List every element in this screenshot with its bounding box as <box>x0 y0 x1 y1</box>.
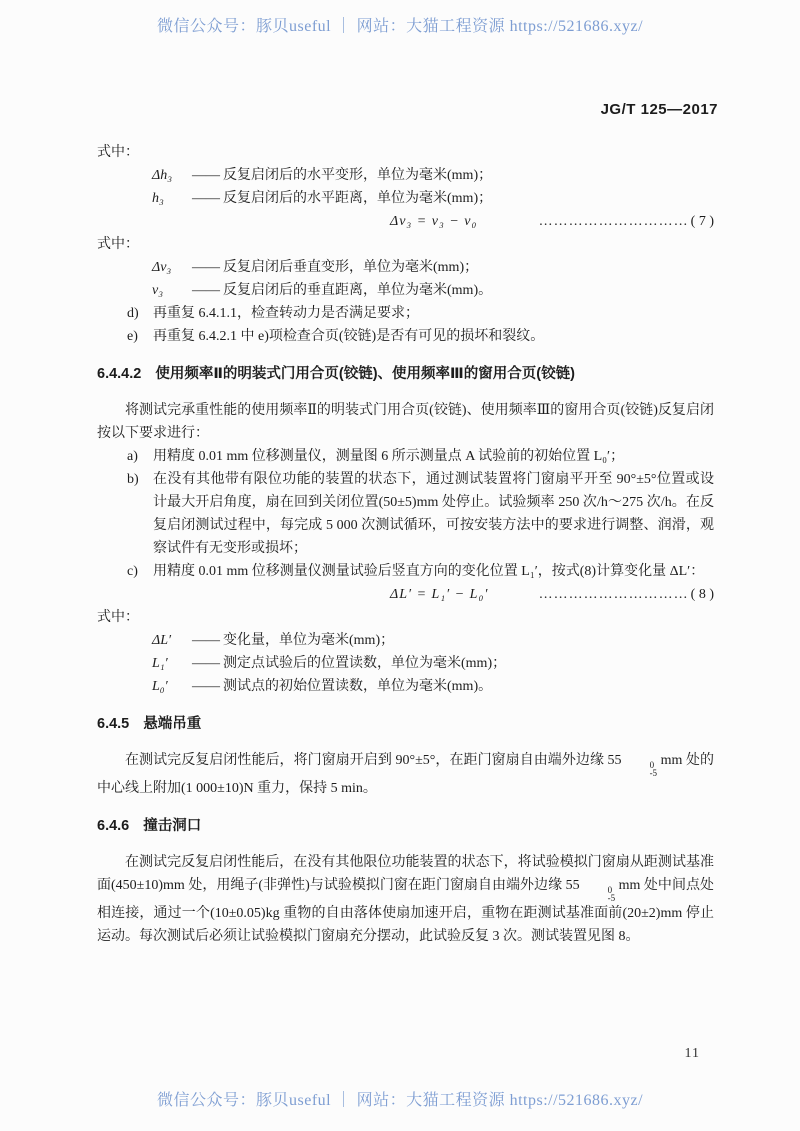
list-item-text: 在没有其他带有限位功能的装置的状态下，通过测试装置将门窗扇平开至 90°±5°位置或设计最大开启角度，扇在回到关闭位置(50±5)mm 处停止。试验频率 250 次/h～275 次/h。在反复启闭测试过程中，每完成 5 000 次测试循环，可按安装方法中的要求进行调整、润滑，观察试件有无变形或损坏； <box>153 472 714 556</box>
section-number: 6.4.5 <box>97 716 130 732</box>
paragraph-text: 在测试完反复启闭性能后，在没有其他限位功能装置的状态下，将试验模拟门窗扇从距测试基准面(450±10)mm 处，用绳子(非弹性)与试验模拟门窗在距门窗扇自由端外边缘 55 <box>97 855 714 893</box>
paragraph-text: mm 处的中心线上附加(1 000±10)N 重力，保持 5 min。 <box>97 753 714 796</box>
where-label: 式中： <box>97 237 139 252</box>
definition-text: 反复启闭后的水平变形，单位为毫米(mm)； <box>223 168 493 183</box>
paragraph-645 <box>97 749 714 800</box>
list-item-c <box>97 560 714 583</box>
formula-expression: Δv₃ = v₃ − v₀ <box>390 214 478 229</box>
formula-symbol: Δh₃ <box>152 168 173 183</box>
paragraph-text: 在测试完反复启闭性能后，将门窗扇开启到 90°±5°，在距门窗扇自由端外边缘 55 <box>125 753 622 768</box>
definition-dash: —— <box>192 283 220 298</box>
formula-symbol: L₁′ <box>152 656 168 671</box>
definition-row <box>152 279 714 302</box>
section-number: 6.4.4.2 <box>97 366 142 382</box>
formula-symbol: L₀′ <box>152 679 168 694</box>
page-number: 11 <box>684 1046 700 1061</box>
formula-expression: ΔL′ = L₁′ − L₀′ <box>390 587 489 602</box>
formula-symbol: v₃ <box>152 283 164 298</box>
list-marker: d) <box>127 306 139 321</box>
definition-row <box>152 164 714 187</box>
tolerance-lower: -5 <box>649 768 658 778</box>
list-marker: c) <box>127 564 138 579</box>
definition-dash: —— <box>192 168 220 183</box>
definition-text: 测定点试验后的位置读数，单位为毫米(mm)； <box>223 656 507 671</box>
section-heading-645 <box>97 713 714 736</box>
paragraph-intro: 将测试完承重性能的使用频率Ⅱ的明装式门用合页(铰链)、使用频率Ⅲ的窗用合页(铰链)反复启闭按以下要求进行： <box>97 403 714 441</box>
definition-text: 反复启闭后垂直变形，单位为毫米(mm)； <box>223 260 479 275</box>
footer-watermark: 微信公众号：豚贝useful ｜ 网站：大猫工程资源 https://521686.xyz/ <box>157 1092 644 1109</box>
section-heading-6442 <box>97 363 714 386</box>
list-item-b <box>97 468 714 560</box>
formula-8 <box>97 583 714 606</box>
definition-row <box>152 256 714 279</box>
definition-dash: —— <box>192 633 220 648</box>
list-marker: a) <box>127 449 138 464</box>
tolerance-stack <box>580 886 616 902</box>
section-heading-646 <box>97 815 714 838</box>
where-label: 式中： <box>97 610 139 625</box>
section-title: 撞击洞口 <box>143 818 202 834</box>
definition-row <box>152 652 714 675</box>
definition-row <box>152 675 714 698</box>
tolerance-upper: 0 <box>649 760 655 770</box>
formula-symbol: h₃ <box>152 191 164 206</box>
doc-code: JG/T 125—2017 <box>600 101 718 118</box>
definition-text: 变化量，单位为毫米(mm)； <box>223 633 395 648</box>
list-item-text: 用精度 0.01 mm 位移测量仪测量试验后竖直方向的变化位置 L₁′，按式(8)计算变化量 ΔL′： <box>153 564 705 579</box>
paragraph-text: mm 处中间点处相连接，通过一个(10±0.05)kg 重物的自由落体使扇加速开启，重物在距测试基准面前(20±2)mm 停止运动。每次测试后必须让试验模拟门窗扇充分摆动，此试验反复 3 次。测试装置见图 8。 <box>97 878 714 944</box>
list-marker: b) <box>127 472 139 487</box>
formula-number: ( 8 ) <box>690 587 714 602</box>
definition-text: 反复启闭后的水平距离，单位为毫米(mm)； <box>223 191 493 206</box>
formula-leader-dots: ………………………… <box>538 587 689 602</box>
section-title: 悬端吊重 <box>143 716 202 732</box>
definition-dash: —— <box>192 656 220 671</box>
definition-row <box>152 187 714 210</box>
definition-dash: —— <box>192 260 220 275</box>
formula-leader-dots: ………………………… <box>538 214 689 229</box>
definition-text: 反复启闭后的垂直距离，单位为毫米(mm)。 <box>223 283 493 298</box>
tolerance-lower: -5 <box>607 893 616 903</box>
list-item-text: 再重复 6.4.2.1 中 e)项检查合页(铰链)是否有可见的损坏和裂纹。 <box>153 329 545 344</box>
section-number: 6.4.6 <box>97 818 130 834</box>
list-item-a <box>97 445 714 468</box>
formula-symbol: ΔL′ <box>152 633 172 648</box>
paragraph-646 <box>97 851 714 948</box>
list-item-d <box>97 302 714 325</box>
formula-symbol: Δv₃ <box>152 260 172 275</box>
list-item-text: 用精度 0.01 mm 位移测量仪，测量图 6 所示测量点 A 试验前的初始位置 L₀′； <box>153 449 625 464</box>
formula-7 <box>97 210 714 233</box>
list-item-e <box>97 325 714 348</box>
tolerance-stack <box>622 761 658 777</box>
definition-text: 测试点的初始位置读数，单位为毫米(mm)。 <box>223 679 493 694</box>
where-label: 式中： <box>97 145 139 160</box>
definition-dash: —— <box>192 679 220 694</box>
list-marker: e) <box>127 329 138 344</box>
section-title: 使用频率Ⅱ的明装式门用合页(铰链)、使用频率Ⅲ的窗用合页(铰链) <box>155 366 575 382</box>
formula-number: ( 7 ) <box>690 214 714 229</box>
header-watermark: 微信公众号：豚贝useful ｜ 网站：大猫工程资源 https://521686.xyz/ <box>157 18 644 35</box>
list-item-text: 再重复 6.4.1.1，检查转动力是否满足要求； <box>153 306 419 321</box>
definition-row <box>152 629 714 652</box>
definition-dash: —— <box>192 191 220 206</box>
tolerance-upper: 0 <box>607 885 613 895</box>
document-body <box>97 141 714 948</box>
